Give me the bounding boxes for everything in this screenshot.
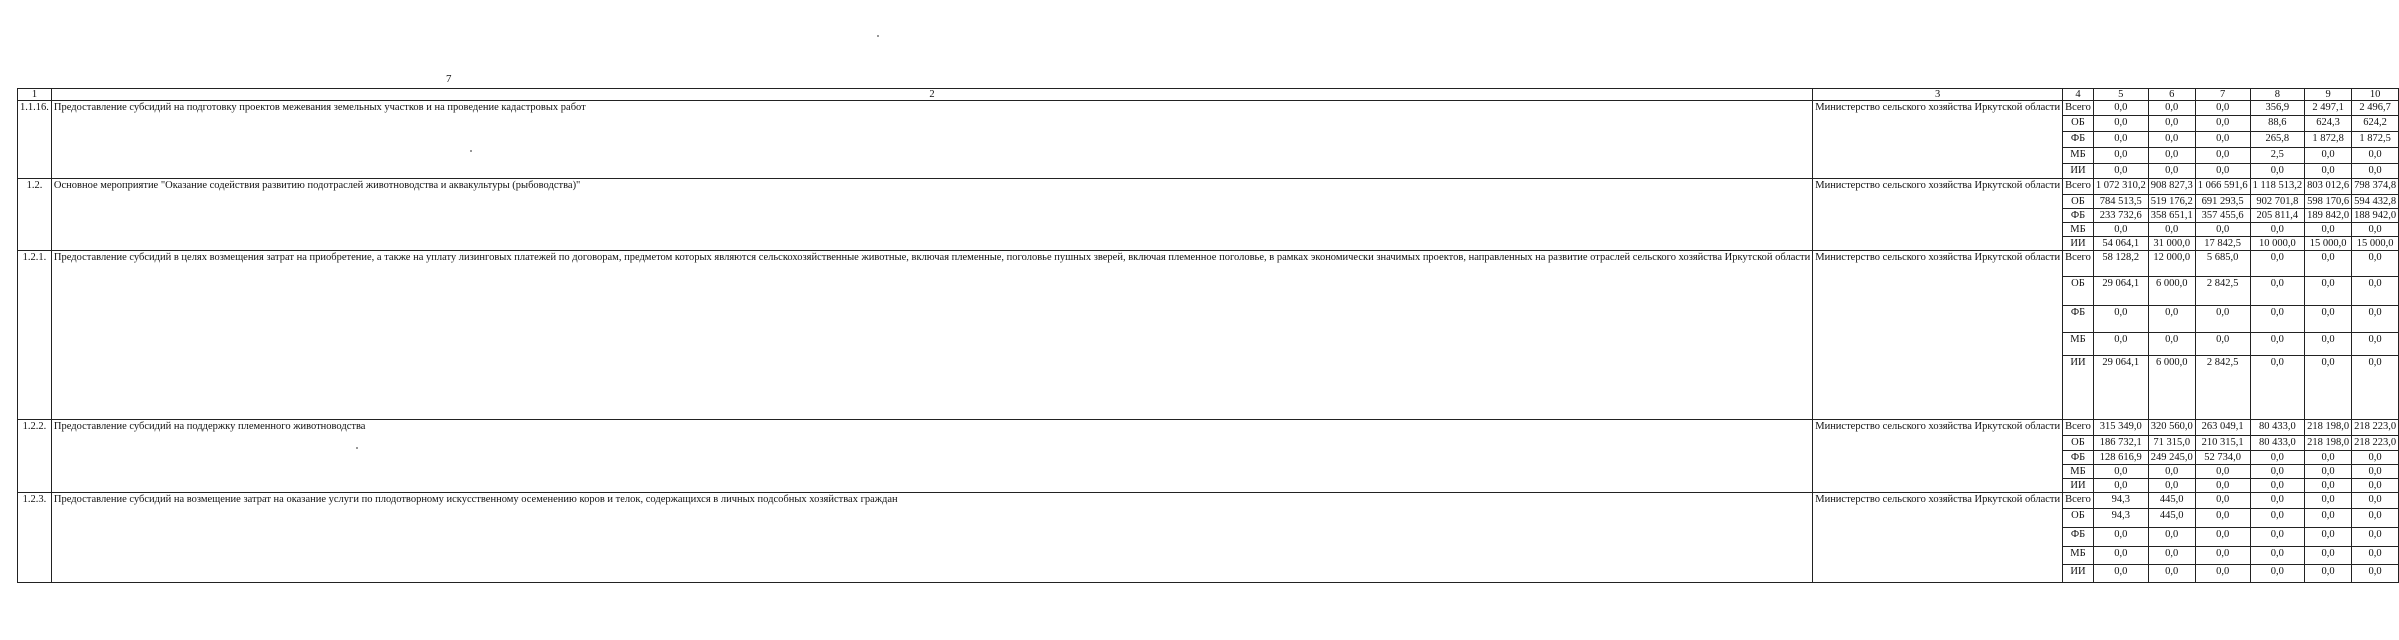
- value-cell: 80 433,0: [2250, 420, 2305, 436]
- value-cell: 0,0: [2093, 479, 2148, 493]
- value-cell: 29 064,1: [2093, 356, 2148, 420]
- funding-source: ОБ: [2063, 436, 2094, 451]
- funding-source: ОБ: [2063, 195, 2094, 209]
- value-cell: 0,0: [2352, 306, 2399, 333]
- value-cell: 624,3: [2305, 116, 2352, 132]
- value-cell: 0,0: [2093, 164, 2148, 179]
- value-cell: 0,0: [2093, 528, 2148, 547]
- funding-source: Всего: [2063, 101, 2094, 116]
- value-cell: 0,0: [2305, 509, 2352, 528]
- value-cell: 58 128,2: [2093, 251, 2148, 277]
- value-cell: 1 066 591,6: [2195, 179, 2250, 195]
- header-cell: 6: [2148, 89, 2195, 101]
- value-cell: 0,0: [2250, 277, 2305, 306]
- value-cell: 265,8: [2250, 132, 2305, 148]
- value-cell: 0,0: [2352, 356, 2399, 420]
- table-row: [18, 493, 2399, 509]
- value-cell: 0,0: [2148, 223, 2195, 237]
- header-cell: 5: [2093, 89, 2148, 101]
- scan-speck: [470, 150, 472, 152]
- value-cell: 31 000,0: [2148, 237, 2195, 251]
- header-cell: 7: [2195, 89, 2250, 101]
- value-cell: 315 349,0: [2093, 420, 2148, 436]
- funding-source: Всего: [2063, 493, 2094, 509]
- item-code: 1.2.: [18, 179, 52, 251]
- table-row: [18, 251, 2399, 277]
- value-cell: 0,0: [2305, 223, 2352, 237]
- item-name: Предоставление субсидий на возмещение затрат на оказание услуги по плодотворному искусственному осеменению коров и телок, содержащихся в личных подсобных хозяйствах граждан: [51, 493, 1812, 583]
- funding-source: ИИ: [2063, 356, 2094, 420]
- value-cell: 0,0: [2093, 333, 2148, 356]
- value-cell: 0,0: [2250, 547, 2305, 565]
- value-cell: 0,0: [2352, 479, 2399, 493]
- value-cell: 5 685,0: [2195, 251, 2250, 277]
- value-cell: 88,6: [2250, 116, 2305, 132]
- value-cell: 0,0: [2250, 251, 2305, 277]
- value-cell: 0,0: [2093, 565, 2148, 583]
- value-cell: 54 064,1: [2093, 237, 2148, 251]
- value-cell: 0,0: [2195, 164, 2250, 179]
- value-cell: 1 872,8: [2305, 132, 2352, 148]
- value-cell: 0,0: [2148, 116, 2195, 132]
- value-cell: 128 616,9: [2093, 451, 2148, 465]
- item-executor: Министерство сельского хозяйства Иркутской области: [1813, 420, 2063, 493]
- value-cell: 0,0: [2250, 451, 2305, 465]
- header-cell: 2: [51, 89, 1812, 101]
- funding-source: ФБ: [2063, 209, 2094, 223]
- table-row: [18, 101, 2399, 116]
- item-name: Предоставление субсидий в целях возмещения затрат на приобретение, а также на уплату лизинговых платежей по договорам, предметом которых являются сельскохозяйственные животные, включая племенные, поголовье пушных зверей, включая племенное поголовье, в рамках экономически значимых проектов, направленных на развитие отраслей сельского хозяйства Иркутской области: [51, 251, 1812, 420]
- value-cell: 0,0: [2352, 565, 2399, 583]
- item-code: 1.2.3.: [18, 493, 52, 583]
- value-cell: 0,0: [2250, 223, 2305, 237]
- value-cell: 0,0: [2305, 356, 2352, 420]
- value-cell: 0,0: [2093, 101, 2148, 116]
- value-cell: 798 374,8: [2352, 179, 2399, 195]
- value-cell: 188 942,0: [2352, 209, 2399, 223]
- value-cell: 6 000,0: [2148, 277, 2195, 306]
- value-cell: 0,0: [2093, 148, 2148, 164]
- value-cell: 356,9: [2250, 101, 2305, 116]
- value-cell: 0,0: [2195, 101, 2250, 116]
- value-cell: 0,0: [2148, 547, 2195, 565]
- value-cell: 218 198,0: [2305, 436, 2352, 451]
- value-cell: 0,0: [2148, 148, 2195, 164]
- value-cell: 0,0: [2195, 306, 2250, 333]
- value-cell: 0,0: [2148, 132, 2195, 148]
- value-cell: 233 732,6: [2093, 209, 2148, 223]
- value-cell: 0,0: [2352, 528, 2399, 547]
- header-cell: 10: [2352, 89, 2399, 101]
- value-cell: 0,0: [2148, 528, 2195, 547]
- value-cell: 218 223,0: [2352, 420, 2399, 436]
- value-cell: 1 118 513,2: [2250, 179, 2305, 195]
- value-cell: 594 432,8: [2352, 195, 2399, 209]
- value-cell: 1 872,5: [2352, 132, 2399, 148]
- value-cell: 0,0: [2305, 306, 2352, 333]
- value-cell: 598 170,6: [2305, 195, 2352, 209]
- value-cell: 0,0: [2148, 101, 2195, 116]
- value-cell: 0,0: [2195, 465, 2250, 479]
- value-cell: 0,0: [2195, 493, 2250, 509]
- value-cell: 0,0: [2305, 333, 2352, 356]
- value-cell: 0,0: [2148, 465, 2195, 479]
- value-cell: 624,2: [2352, 116, 2399, 132]
- value-cell: 17 842,5: [2195, 237, 2250, 251]
- value-cell: 0,0: [2352, 164, 2399, 179]
- value-cell: 0,0: [2352, 451, 2399, 465]
- value-cell: 15 000,0: [2352, 237, 2399, 251]
- funding-source: Всего: [2063, 420, 2094, 436]
- value-cell: 0,0: [2195, 509, 2250, 528]
- item-code: 1.2.2.: [18, 420, 52, 493]
- item-code: 1.2.1.: [18, 251, 52, 420]
- value-cell: 0,0: [2250, 509, 2305, 528]
- funding-source: МБ: [2063, 148, 2094, 164]
- header-row: [18, 89, 2399, 101]
- page-number: 7: [446, 73, 452, 85]
- value-cell: 0,0: [2093, 132, 2148, 148]
- value-cell: 691 293,5: [2195, 195, 2250, 209]
- value-cell: 0,0: [2195, 528, 2250, 547]
- value-cell: 519 176,2: [2148, 195, 2195, 209]
- value-cell: 0,0: [2250, 306, 2305, 333]
- funding-source: МБ: [2063, 465, 2094, 479]
- value-cell: 0,0: [2305, 493, 2352, 509]
- value-cell: 0,0: [2093, 465, 2148, 479]
- value-cell: 445,0: [2148, 509, 2195, 528]
- value-cell: 803 012,6: [2305, 179, 2352, 195]
- header-cell: 1: [18, 89, 52, 101]
- item-name: Предоставление субсидий на поддержку племенного животноводства: [51, 420, 1812, 493]
- value-cell: 2 842,5: [2195, 277, 2250, 306]
- value-cell: 0,0: [2250, 493, 2305, 509]
- header-cell: 8: [2250, 89, 2305, 101]
- value-cell: 0,0: [2352, 509, 2399, 528]
- value-cell: 2 497,1: [2305, 101, 2352, 116]
- value-cell: 0,0: [2250, 528, 2305, 547]
- value-cell: 320 560,0: [2148, 420, 2195, 436]
- value-cell: 0,0: [2195, 223, 2250, 237]
- value-cell: 0,0: [2305, 565, 2352, 583]
- value-cell: 0,0: [2305, 251, 2352, 277]
- table-row: [18, 179, 2399, 195]
- funding-source: ИИ: [2063, 237, 2094, 251]
- value-cell: 0,0: [2148, 479, 2195, 493]
- item-executor: Министерство сельского хозяйства Иркутской области: [1813, 493, 2063, 583]
- value-cell: 0,0: [2250, 565, 2305, 583]
- value-cell: 263 049,1: [2195, 420, 2250, 436]
- value-cell: 0,0: [2352, 148, 2399, 164]
- value-cell: 10 000,0: [2250, 237, 2305, 251]
- value-cell: 205 811,4: [2250, 209, 2305, 223]
- item-name: Предоставление субсидий на подготовку проектов межевания земельных участков и на проведение кадастровых работ: [51, 101, 1812, 179]
- value-cell: 0,0: [2305, 451, 2352, 465]
- value-cell: 0,0: [2305, 479, 2352, 493]
- item-code: 1.1.16.: [18, 101, 52, 179]
- funding-source: МБ: [2063, 547, 2094, 565]
- funding-source: ИИ: [2063, 565, 2094, 583]
- value-cell: 0,0: [2250, 164, 2305, 179]
- value-cell: 358 651,1: [2148, 209, 2195, 223]
- table-row: [18, 420, 2399, 436]
- value-cell: 0,0: [2305, 148, 2352, 164]
- value-cell: 0,0: [2305, 547, 2352, 565]
- value-cell: 80 433,0: [2250, 436, 2305, 451]
- value-cell: 0,0: [2093, 116, 2148, 132]
- value-cell: 0,0: [2352, 277, 2399, 306]
- value-cell: 186 732,1: [2093, 436, 2148, 451]
- funding-source: Всего: [2063, 251, 2094, 277]
- value-cell: 0,0: [2352, 251, 2399, 277]
- value-cell: 189 842,0: [2305, 209, 2352, 223]
- item-executor: Министерство сельского хозяйства Иркутской области: [1813, 179, 2063, 251]
- item-executor: Министерство сельского хозяйства Иркутской области: [1813, 101, 2063, 179]
- value-cell: 0,0: [2195, 565, 2250, 583]
- value-cell: 210 315,1: [2195, 436, 2250, 451]
- value-cell: 0,0: [2195, 132, 2250, 148]
- scan-speck: [877, 35, 879, 37]
- value-cell: 902 701,8: [2250, 195, 2305, 209]
- value-cell: 2,5: [2250, 148, 2305, 164]
- value-cell: 94,3: [2093, 509, 2148, 528]
- value-cell: 52 734,0: [2195, 451, 2250, 465]
- value-cell: 0,0: [2305, 277, 2352, 306]
- funding-source: ФБ: [2063, 528, 2094, 547]
- value-cell: 15 000,0: [2305, 237, 2352, 251]
- value-cell: 908 827,3: [2148, 179, 2195, 195]
- value-cell: 0,0: [2195, 148, 2250, 164]
- value-cell: 0,0: [2195, 547, 2250, 565]
- value-cell: 0,0: [2148, 164, 2195, 179]
- value-cell: 0,0: [2352, 333, 2399, 356]
- funding-source: Всего: [2063, 179, 2094, 195]
- funding-source: ОБ: [2063, 277, 2094, 306]
- value-cell: 6 000,0: [2148, 356, 2195, 420]
- value-cell: 2 496,7: [2352, 101, 2399, 116]
- value-cell: 0,0: [2352, 493, 2399, 509]
- value-cell: 12 000,0: [2148, 251, 2195, 277]
- value-cell: 0,0: [2352, 547, 2399, 565]
- value-cell: 0,0: [2305, 528, 2352, 547]
- value-cell: 0,0: [2093, 547, 2148, 565]
- value-cell: 0,0: [2352, 223, 2399, 237]
- value-cell: 0,0: [2148, 306, 2195, 333]
- funding-source: ФБ: [2063, 306, 2094, 333]
- funding-source: ФБ: [2063, 132, 2094, 148]
- value-cell: 0,0: [2250, 356, 2305, 420]
- value-cell: 0,0: [2148, 333, 2195, 356]
- value-cell: 218 223,0: [2352, 436, 2399, 451]
- value-cell: 0,0: [2148, 565, 2195, 583]
- funding-source: ИИ: [2063, 164, 2094, 179]
- funding-source: МБ: [2063, 223, 2094, 237]
- value-cell: 1 072 310,2: [2093, 179, 2148, 195]
- value-cell: 29 064,1: [2093, 277, 2148, 306]
- item-executor: Министерство сельского хозяйства Иркутской области: [1813, 251, 2063, 420]
- value-cell: 0,0: [2250, 479, 2305, 493]
- scan-speck: [356, 447, 358, 449]
- value-cell: 249 245,0: [2148, 451, 2195, 465]
- funding-source: ОБ: [2063, 509, 2094, 528]
- value-cell: 94,3: [2093, 493, 2148, 509]
- value-cell: 218 198,0: [2305, 420, 2352, 436]
- header-cell: 9: [2305, 89, 2352, 101]
- header-cell: 4: [2063, 89, 2094, 101]
- value-cell: 0,0: [2195, 333, 2250, 356]
- value-cell: 0,0: [2352, 465, 2399, 479]
- value-cell: 0,0: [2195, 116, 2250, 132]
- value-cell: 0,0: [2305, 465, 2352, 479]
- value-cell: 0,0: [2093, 306, 2148, 333]
- funding-source: ИИ: [2063, 479, 2094, 493]
- funding-source: ФБ: [2063, 451, 2094, 465]
- value-cell: 0,0: [2250, 465, 2305, 479]
- funding-source: МБ: [2063, 333, 2094, 356]
- funding-source: ОБ: [2063, 116, 2094, 132]
- value-cell: 784 513,5: [2093, 195, 2148, 209]
- value-cell: 445,0: [2148, 493, 2195, 509]
- value-cell: 0,0: [2093, 223, 2148, 237]
- budget-table: [17, 88, 2399, 583]
- item-name: Основное мероприятие "Оказание содействия развитию подотраслей животноводства и аквакультуры (рыбоводства)": [51, 179, 1812, 251]
- value-cell: 71 315,0: [2148, 436, 2195, 451]
- value-cell: 0,0: [2305, 164, 2352, 179]
- value-cell: 0,0: [2195, 479, 2250, 493]
- value-cell: 357 455,6: [2195, 209, 2250, 223]
- value-cell: 2 842,5: [2195, 356, 2250, 420]
- header-cell: 3: [1813, 89, 2063, 101]
- value-cell: 0,0: [2250, 333, 2305, 356]
